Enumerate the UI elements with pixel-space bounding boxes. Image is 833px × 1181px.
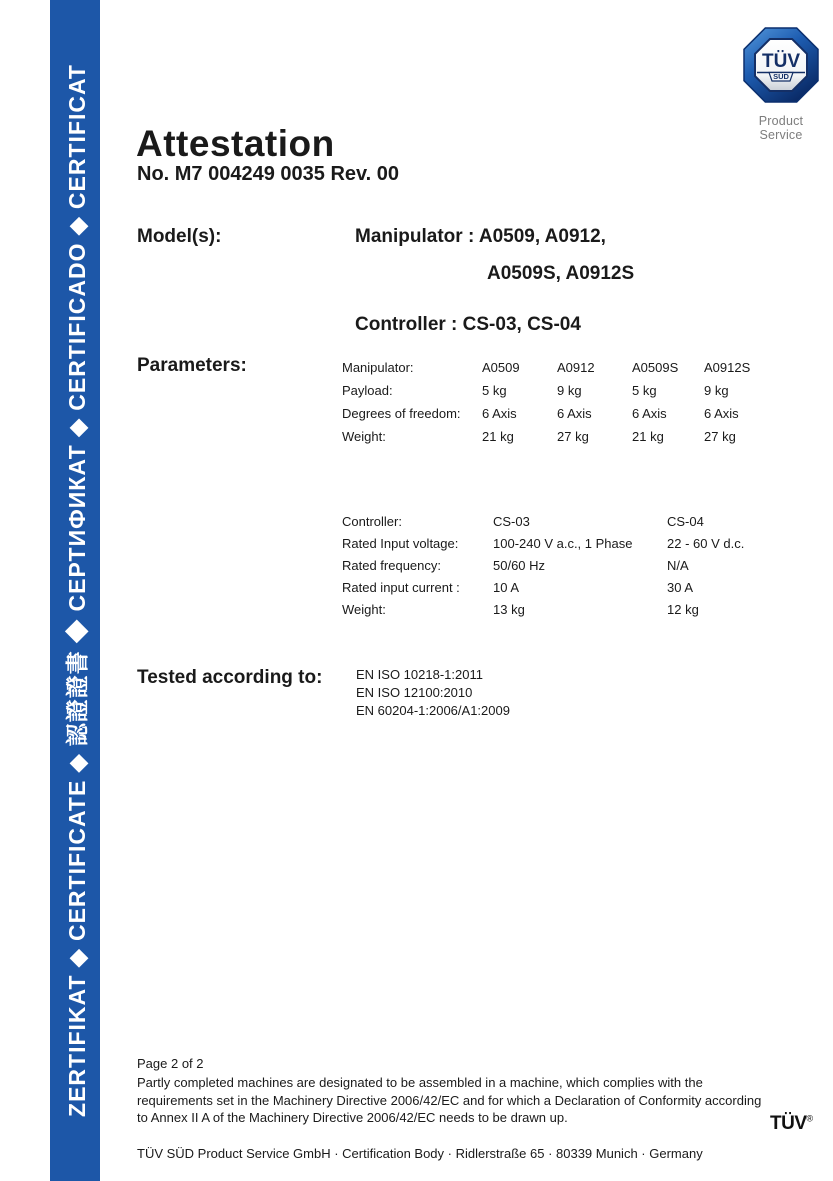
param-row-label: Weight: xyxy=(342,602,386,617)
param-row-label: Payload: xyxy=(342,383,393,398)
side-band-multilingual-text: ZERTIFIKAT ◆ CERTIFICATE ◆ 認證證書 ◆ СЕРТИФИКАТ ◆ CERTIFICADO ◆ CERTIFICAT xyxy=(63,64,90,1117)
param-cell: 50/60 Hz xyxy=(493,558,546,573)
param-cell: 5 kg xyxy=(482,383,507,398)
param-row-label: Controller: xyxy=(342,514,402,529)
footer-note: Partly completed machines are designated to be assembled in a machine, which complies with the requirements set in the Machinery Directive 2006/42/EC and for which a Declaration of Conformity according to Annex II A of the Machinery Directive 2006/42/EC needs to be drawn up. xyxy=(137,1075,762,1125)
param-row-label: Rated Input voltage: xyxy=(342,536,459,551)
param-cell: 21 kg xyxy=(482,429,514,444)
param-row-label: Weight: xyxy=(342,429,386,444)
logo-sud-text: SÜD xyxy=(773,72,789,82)
tuv-wordmark xyxy=(770,1113,813,1135)
standards-list xyxy=(356,666,510,720)
models-label: Model(s): xyxy=(137,226,222,247)
models-manipulator-line2: A0509S, A0912S xyxy=(487,263,635,284)
param-cell: 27 kg xyxy=(704,429,736,444)
param-cell: 27 kg xyxy=(557,429,589,444)
param-cell: N/A xyxy=(667,558,689,573)
tuv-sud-logo xyxy=(739,27,823,142)
param-cell: 12 kg xyxy=(667,602,699,617)
tested-according-label: Tested according to: xyxy=(137,667,323,688)
param-cell: 10 A xyxy=(493,580,520,595)
param-cell: 9 kg xyxy=(557,383,582,398)
param-cell: A0509S xyxy=(632,360,679,375)
company-address-line: TÜV SÜD Product Service GmbH · Certification Body · Ridlerstraße 65 · 80339 Munich · Germany xyxy=(137,1146,703,1161)
param-cell: 9 kg xyxy=(704,383,729,398)
param-cell: 6 Axis xyxy=(704,406,739,421)
param-cell: CS-04 xyxy=(667,514,704,529)
parameters-label: Parameters: xyxy=(137,355,247,376)
controller-parameters-table xyxy=(342,511,807,621)
page-indicator: Page 2 of 2 xyxy=(137,1056,204,1071)
logo-caption: Product Service xyxy=(758,114,804,142)
param-cell: A0509 xyxy=(482,360,520,375)
param-cell: 6 Axis xyxy=(557,406,592,421)
models-controller-line: Controller : CS-03, CS-04 xyxy=(355,314,581,335)
param-cell: 6 Axis xyxy=(632,406,667,421)
param-cell: CS-03 xyxy=(493,514,530,529)
standard-item: EN 60204-1:2006/A1:2009 xyxy=(356,703,510,718)
param-row-label: Degrees of freedom: xyxy=(342,406,461,421)
tuv-sud-octagon-icon xyxy=(743,27,819,103)
certificate-number: No. M7 004249 0035 Rev. 00 xyxy=(137,163,400,185)
param-cell: 100-240 V a.c., 1 Phase xyxy=(493,536,633,551)
page-title: Attestation xyxy=(136,123,335,164)
models-manipulator-line1: Manipulator : A0509, A0912, xyxy=(355,226,606,247)
registered-trademark-symbol: ® xyxy=(806,1113,813,1124)
standard-item: EN ISO 10218-1:2011 xyxy=(356,667,483,682)
param-cell: A0912 xyxy=(557,360,595,375)
param-cell: 13 kg xyxy=(493,602,525,617)
param-row-label: Manipulator: xyxy=(342,360,414,375)
param-cell: 6 Axis xyxy=(482,406,517,421)
logo-tuv-text: TÜV xyxy=(762,51,800,72)
manipulator-parameters-table xyxy=(342,356,784,448)
param-cell: A0912S xyxy=(704,360,751,375)
standard-item: EN ISO 12100:2010 xyxy=(356,685,473,700)
param-row-label: Rated frequency: xyxy=(342,558,442,573)
param-cell: 30 A xyxy=(667,580,694,595)
param-row-label: Rated input current : xyxy=(342,580,460,595)
param-cell: 21 kg xyxy=(632,429,664,444)
param-cell: 22 - 60 V d.c. xyxy=(667,536,745,551)
tuv-wordmark-text: TÜV xyxy=(770,1113,807,1134)
param-cell: 5 kg xyxy=(632,383,657,398)
